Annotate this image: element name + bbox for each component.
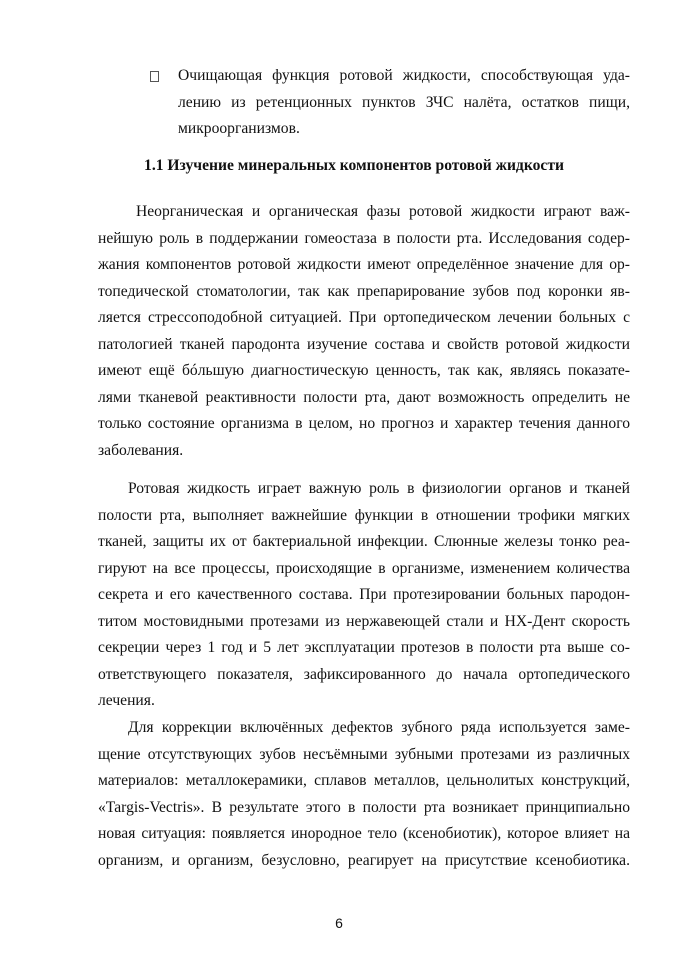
bullet-text	[178, 63, 630, 143]
text-line: новая ситуация: появляется инородное тело (ксенобиотик), которое влияет на	[98, 825, 630, 842]
text-line: жания компонентов ротовой жидкости имеют определённое значение для ор-	[98, 256, 630, 273]
text-line: нейшую роль в поддержании гомеостаза в полости рта. Исследования содер-	[98, 229, 630, 247]
text-line: материалов: металлокерамики, сплавов металлов, цельнолитых конструкций,	[98, 772, 630, 789]
text-line: ляется стрессоподобной ситуацией. При ортопедическом лечении больных с	[98, 309, 630, 326]
bullet-marker-icon	[150, 71, 159, 82]
paragraph-3	[98, 715, 630, 874]
bullet-item	[150, 63, 630, 143]
text-line: Очищающая функция ротовой жидкости, способствующая уда-	[178, 67, 630, 84]
text-line: секрета и его качественного состава. При протезировании больных пародон-	[98, 586, 630, 603]
text-line: гируют на все процессы, происходящие в организме, изменением количества	[98, 559, 630, 577]
text-line: только состояние организма в целом, но прогноз и характер течения данного	[98, 415, 630, 432]
text-line: тканей, защиты их от бактериальной инфекции. Слюнные железы тонко реа-	[98, 533, 630, 550]
text-line: лечения.	[98, 692, 155, 709]
text-line: лению из ретенционных пунктов ЗЧС налёта, остатков пищи,	[178, 93, 630, 111]
paragraph-1	[98, 199, 630, 464]
text-line: полости рта, выполняет важнейшие функции в отношении трофики мягких	[98, 506, 630, 524]
page-number: 6	[335, 915, 343, 931]
text-line: «Targis-Vectris». В результате этого в полости рта возникает принципиально	[98, 798, 630, 816]
text-line: Для коррекции включённых дефектов зубного ряда используется заме-	[128, 719, 630, 736]
text-line: заболевания.	[98, 441, 184, 459]
text-line: организм, и организм, безусловно, реагирует на присутствие ксенобиотика.	[98, 851, 630, 869]
text-line: патологией тканей пародонта изучение состава и свойств ротовой жидкости	[98, 335, 630, 353]
text-line: микроорганизмов.	[178, 120, 300, 137]
text-line: имеют ещё бóльшую диагностическую ценность, так как, являясь показате-	[98, 362, 630, 379]
text-line: ответствующего показателя, зафиксированного до начала ортопедического	[98, 665, 630, 683]
paragraph-2	[98, 476, 630, 715]
section-heading: 1.1 Изучение минеральных компонентов ротовой жидкости	[144, 157, 564, 174]
text-line: Неорганическая и органическая фазы ротовой жидкости играют важ-	[136, 203, 630, 220]
text-line: топедической стоматологии, так как препарирование зубов под коронки яв-	[98, 282, 630, 300]
text-line: щение отсутствующих зубов несъёмными зубными протезами из различных	[98, 745, 630, 763]
text-line: лями тканевой реактивности полости рта, дают возможность определить не	[98, 388, 630, 406]
text-line: титом мостовидными протезами из нержавеющей стали и НХ-Дент скорость	[98, 612, 630, 630]
text-line: секреции через 1 год и 5 лет эксплуатации протезов в полости рта выше со-	[98, 639, 630, 656]
text-line: Ротовая жидкость играет важную роль в физиологии органов и тканей	[128, 480, 630, 497]
